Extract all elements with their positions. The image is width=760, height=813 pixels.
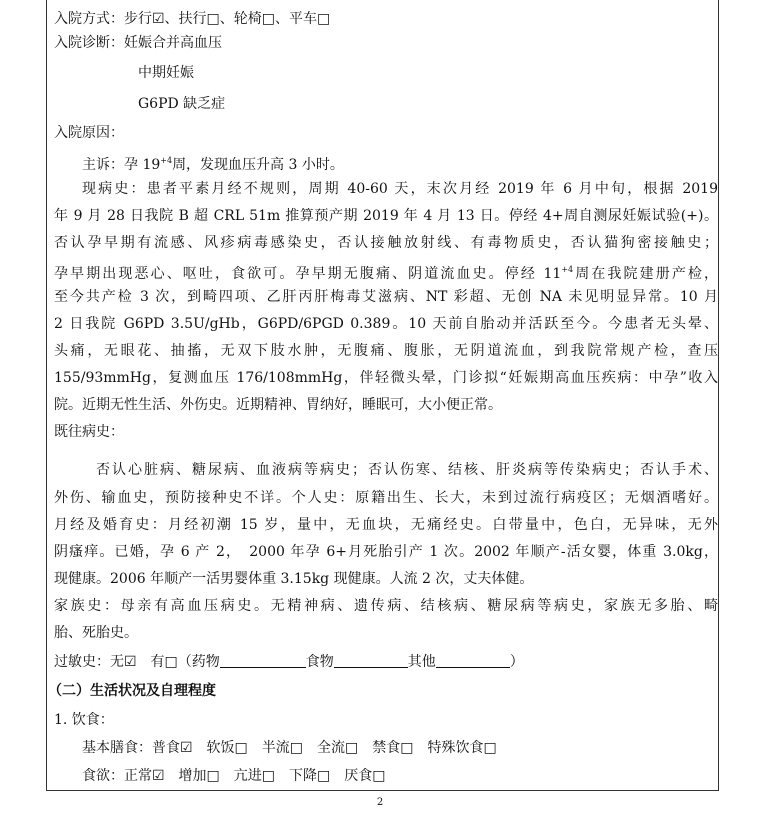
page-number: 2 [376, 797, 384, 808]
present-illness-line: 现病史：患者平素月经不规则，周期 40-60 天，末次月经 2019 年 6 月中旬，根据 2019 [82, 181, 718, 197]
diagnosis-label: 入院诊断： [54, 35, 124, 51]
allergy-other-label: 其他 [407, 654, 436, 670]
past-history-heading: 既往病史： [54, 424, 124, 440]
past-history-line: 月经及婚育史：月经初潮 15 岁，量中，无血块，无痛经史。白带量中，色白，无异味，无外 [54, 517, 718, 533]
present-illness-line: 至今共产检 3 次，到畸四项、乙肝丙肝梅毒艾滋病、NT 彩超、无创 NA 未见明显异常。10 月 [54, 289, 718, 305]
section-heading: （二）生活状况及自理程度 [48, 683, 216, 699]
food-blank [334, 653, 408, 668]
past-history-line: 阴瘙痒。已婚，孕 6 产 2， 2000 年孕 6+月死胎引产 1 次。2002 年顺产-活女婴，体重 3.0kg， [54, 544, 718, 560]
allergy-food-label: 食物 [305, 654, 334, 670]
allergy-close: ） [509, 654, 524, 670]
chief-complaint-text: 主诉：孕 19 [82, 157, 161, 173]
appetite-options: 食欲：正常☑ 增加□ 亢进□ 下降□ 厌食□ [82, 768, 386, 784]
present-illness-text-end: 周在我院建册产检， [573, 266, 719, 282]
chief-complaint [82, 152, 682, 174]
diagnosis-item: 妊娠合并高血压 [124, 35, 222, 51]
allergy-label: 过敏史：无☑ 有□（药物 [54, 654, 220, 670]
present-illness-line: 155/93mmHg，复测血压 176/108mmHg，伴轻微头晕，门诊拟“妊娠期高血压疾病：中孕”收入 [54, 370, 718, 386]
past-history-line: 外伤、输血史，预防接种史不详。个人史：原籍出生、长大，未到过流行病疫区；无烟酒嗜好。 [54, 490, 718, 506]
present-illness-text: 孕早期出现恶心、呕吐，食欲可。孕早期无腹痛、阴道流血史。停经 11 [54, 266, 562, 282]
diagnosis-item: 中期妊娠 [138, 65, 194, 81]
other-blank [436, 653, 510, 668]
chief-complaint-text-end: 周，发现血压升高 3 小时。 [172, 157, 344, 173]
present-illness-line: 年 9 月 28 日我院 B 超 CRL 51m 推算预产期 2019 年 4 月 13 日。停经 4+周自测尿妊娠试验(+)。 [54, 208, 718, 224]
present-illness-line: 否认孕早期有流感、风疹病毒感染史，否认接触放射线、有毒物质史，否认猫狗密接触史； [54, 235, 718, 251]
present-illness-line [54, 261, 718, 283]
present-illness-sup: +4 [561, 265, 574, 274]
admission-method: 入院方式：步行☑、扶行□、轮椅□、平车□ [54, 11, 331, 27]
present-illness-line: 院。近期无性生活、外伤史。近期精神、胃纳好，睡眠可，大小便正常。 [54, 397, 502, 413]
drug-blank [220, 653, 306, 668]
basic-diet-options: 基本膳食：普食☑ 软饭□ 半流□ 全流□ 禁食□ 特殊饮食□ [82, 740, 497, 756]
present-illness-line: 2 日我院 G6PD 3.5U/gHb，G6PD/6PGD 0.389。10 天前自胎动并活跃至今。今患者无头晕、 [54, 316, 718, 332]
chief-complaint-sup: +4 [160, 156, 173, 165]
family-history-line: 胎、死胎史。 [54, 625, 138, 641]
reason-heading: 入院原因： [54, 125, 124, 141]
diagnosis-item: G6PD 缺乏症 [138, 96, 226, 112]
past-history-line: 否认心脏病、糖尿病、血液病等病史；否认伤寒、结核、肝炎病等传染病史；否认手术、 [96, 462, 718, 478]
diagnosis-line [54, 34, 718, 52]
present-illness-line: 头痛，无眼花、抽搐，无双下肢水肿，无腹痛、腹胀，无阴道流血，到我院常规产检，查压 [54, 343, 718, 359]
allergy-line [54, 653, 718, 671]
family-history-line: 家族史：母亲有高血压病史。无精神病、遗传病、结核病、糖尿病等病史，家族无多胎、畸 [54, 598, 718, 614]
past-history-line: 现健康。2006 年顺产一活男婴体重 3.15kg 现健康。人流 2 次，丈夫体健。 [54, 571, 534, 587]
diet-heading: 1. 饮食： [54, 712, 114, 728]
